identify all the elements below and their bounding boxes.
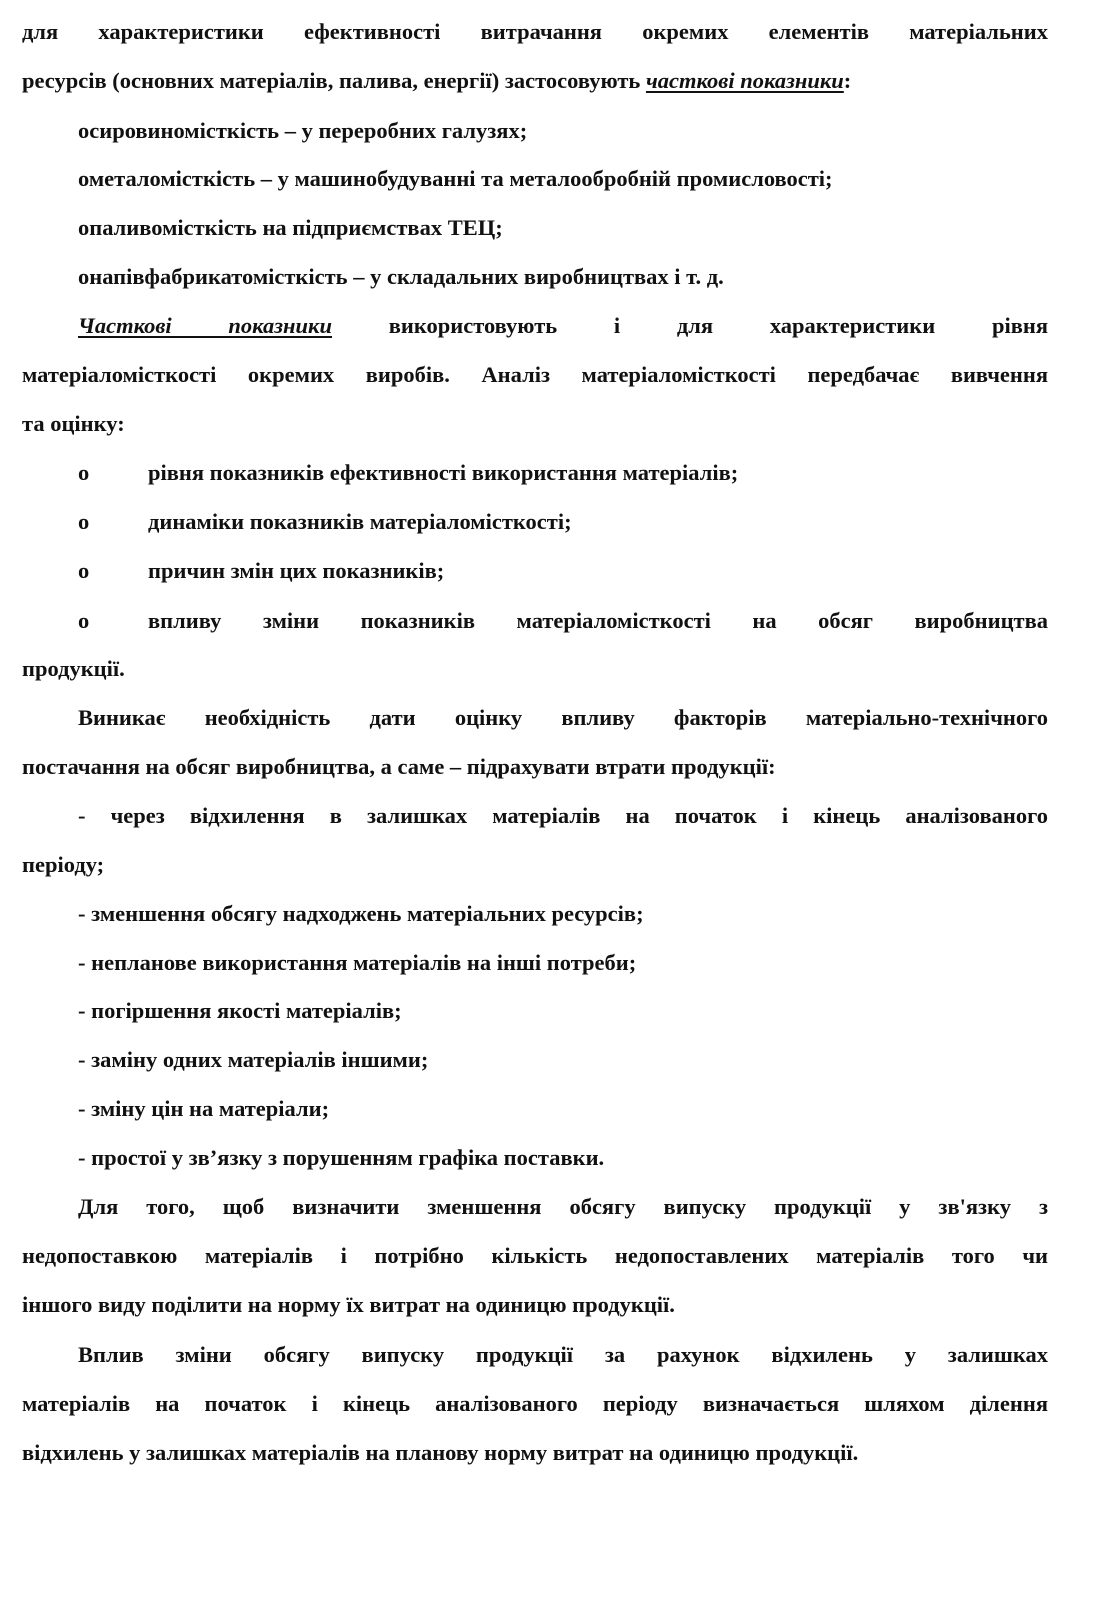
list-item: - заміну одних матеріалів іншими; (78, 1047, 429, 1072)
bullet-marker: о (78, 460, 90, 485)
para2-line1-text: використовують і для характеристики рівня (331, 313, 1048, 338)
list-item: осировиномісткість – у переробних галузях; (78, 118, 528, 143)
para1-line2-text: ресурсів (основних матеріалів, палива, енергії) застосовують (22, 68, 646, 93)
list-item-continuation: періоду; (22, 852, 105, 877)
list-item: ометаломісткість – у машинобудуванні та металообробній промисловості; (78, 166, 833, 191)
para3-line2: постачання на обсяг виробництва, а саме – підрахувати втрати продукції: (22, 754, 776, 779)
list-item: - через відхилення в залишках матеріалів на початок і кінець аналізованого (78, 803, 1048, 828)
bullet-marker: о (78, 608, 90, 633)
bullet-marker: о (78, 509, 90, 534)
list-item: динаміки показників матеріаломісткості; (148, 509, 572, 534)
list-item: причин змін цих показників; (148, 558, 445, 583)
bullet-marker: о (78, 558, 90, 583)
list-item: - погіршення якості матеріалів; (78, 998, 402, 1023)
para5-line1: Вплив зміни обсягу випуску продукції за рахунок відхилень у залишках (78, 1342, 1048, 1367)
list2-continuation: продукції. (22, 656, 125, 681)
para1-line1: для характеристики ефективності витрачання окремих елементів матеріальних (22, 19, 1048, 44)
para5-line2: матеріалів на початок і кінець аналізованого періоду визначається шляхом ділення (22, 1391, 1048, 1416)
para2-line3: та оцінку: (22, 411, 125, 436)
emphasis-partial-indicators-2: Часткові показники (78, 313, 332, 338)
list-item: - непланове використання матеріалів на інші потреби; (78, 950, 637, 975)
para4-line2: недопоставкою матеріалів і потрібно кількість недопоставлених матеріалів того чи (22, 1243, 1048, 1268)
emphasis-partial-indicators: часткові показники (645, 68, 844, 93)
para4-line1: Для того, щоб визначити зменшення обсягу випуску продукції у зв'язку з (78, 1194, 1048, 1219)
list-item: онапівфабрикатомісткість – у складальних виробництвах і т. д. (78, 264, 724, 289)
list-item: впливу зміни показників матеріаломісткості на обсяг виробництва (148, 608, 1048, 633)
para1-line2 (22, 66, 1048, 96)
para2-line1 (78, 311, 1048, 341)
list-item: - зміну цін на матеріали; (78, 1096, 330, 1121)
list-item: рівня показників ефективності використання матеріалів; (148, 460, 739, 485)
list-item: - простої у зв’язку з порушенням графіка поставки. (78, 1145, 605, 1170)
para2-line2: матеріаломісткості окремих виробів. Аналіз матеріаломісткості передбачає вивчення (22, 362, 1048, 387)
list-item: - зменшення обсягу надходжень матеріальних ресурсів; (78, 901, 644, 926)
para3-line1: Виникає необхідність дати оцінку впливу факторів матеріально-технічного (78, 705, 1048, 730)
para4-line3: іншого виду поділити на норму їх витрат на одиницю продукції. (22, 1292, 675, 1317)
para1-line2-colon: : (843, 68, 852, 93)
list-item: опаливомісткість на підприємствах ТЕЦ; (78, 215, 503, 240)
para5-line3: відхилень у залишках матеріалів на планову норму витрат на одиницю продукції. (22, 1440, 859, 1465)
